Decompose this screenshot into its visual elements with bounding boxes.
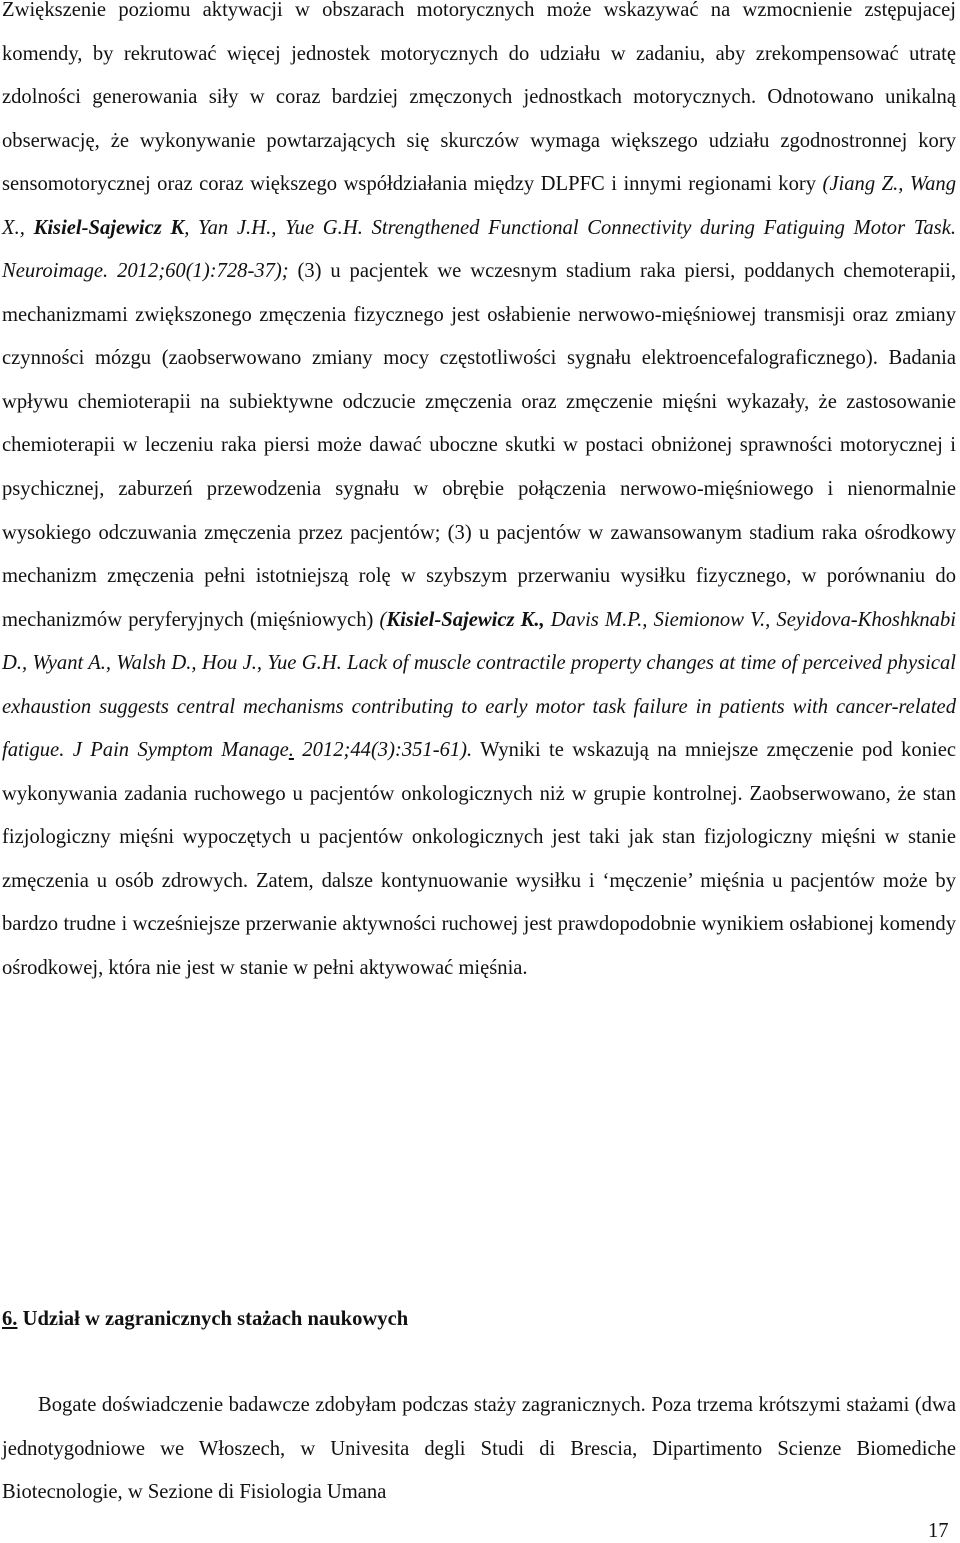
citation-text: . bbox=[288, 739, 294, 762]
paragraph-text: Wyniki te wskazują na mniejsze zmęczenie pod koniec wykonywania zadania ruchowego u pacjentów onkologicznych niż w grupie kontrolnej. Zaobserwowano, że stan fizjologiczny mięśni wypoczętych u pacjentów onkologicznych jest taki jak stan fizjologiczny mięśni w stanie zmęczenia u osób zdrowych. Zatem, dalsze kontynuowanie wysiłku i ‘męczenie’ mięśnia u pacjentów może by bardzo trudne i wcześniejsze przerwanie aktywności ruchowej jest prawdopodobnie wynikiem osłabionej komendy ośrodkowej, która nie jest w stanie w pełni aktywować mięśnia. bbox=[2, 739, 956, 980]
citation-text: Davis M.P., Siemionow V., Seyidova-Khoshknabi D., Wyant A., Walsh D., Hou J., Yue G.H. Lack of muscle contractile property changes at time of perceived physical exhaustion suggests central mechanisms contributing to early motor task failure in patients with cancer-related fatigue. J Pain Symptom Manage bbox=[2, 608, 956, 762]
citation-text: 2012;44(3):351-61). bbox=[293, 739, 473, 762]
page-number: 17 bbox=[928, 1520, 949, 1542]
citation-author-highlight: Kisiel-Sajewicz K bbox=[33, 216, 185, 239]
citation-text: ( bbox=[379, 608, 387, 631]
body-paragraph bbox=[2, 0, 956, 991]
paragraph-text: Zwiększenie poziomu aktywacji w obszarach motorycznych może wskazywać na wzmocnienie zstępujacej komendy, by rekrutować więcej jednostek motorycznych do udziału w zadaniu, aby zrekompensować utratę zdolności generowania siły w coraz bardziej zmęczonych jednostkach motorycznych. Odnotowano unikalną obserwację, że wykonywanie powtarzających się skurczów wymaga większego udziału zgodnostronnej kory sensomotorycznej oraz coraz większego współdziałania między DLPFC i innymi regionami kory bbox=[2, 0, 956, 196]
section-heading bbox=[2, 1298, 408, 1341]
section-title: Udział w zagranicznych stażach naukowych bbox=[17, 1308, 409, 1330]
citation-author-highlight: Kisiel-Sajewicz K., bbox=[386, 608, 545, 631]
paragraph-text: (3) u pacjentek we wczesnym stadium raka piersi, poddanych chemoterapii, mechanizmami zwiększonego zmęczenia fizycznego jest osłabienie nerwowo-mięśniowej transmisji oraz zmiany czynności mózgu (zaobserwowano zmiany mocy częstotliwości sygnału elektroencefalograficznego). Badania wpływu chemioterapii na subiektywne odczucie zmęczenia oraz zmęczenie mięśni wykazały, że zastosowanie chemioterapii w leczeniu raka piersi może dawać uboczne skutki w postaci obniżonej sprawności motorycznej i psychicznej, zaburzeń przewodzenia sygnału w obrębie połączenia nerwowo-mięśniowego i nienormalnie wysokiego odczuwania zmęczenia przez pacjentów; (3) u pacjentów w zawansowanym stadium raka ośrodkowy mechanizm zmęczenia pełni istotniejszą rolę w szybszym przerwaniu wysiłku fizycznego, w porównaniu do mechanizmów peryferyjnych (mięśniowych) bbox=[2, 260, 956, 631]
section-number: 6. bbox=[2, 1308, 18, 1330]
citation-text: (Jiang Z., Wang X., bbox=[2, 173, 957, 239]
citation-text: , Yan J.H., Yue G.H. Strengthened Functional Connectivity during Fatiguing Motor Task. Neuroimage. 2012;60(1):728-37); bbox=[2, 216, 956, 283]
body-paragraph: Bogate doświadczenie badawcze zdobyłam podczas staży zagranicznych. Poza trzema krótszymi stażami (dwa jednotygodniowe we Włoszech, w Univesita degli Studi di Brescia, Dipartimento Scienze Biomediche Biotecnologie, w Sezione di Fisiologia Umana bbox=[2, 1394, 956, 1504]
